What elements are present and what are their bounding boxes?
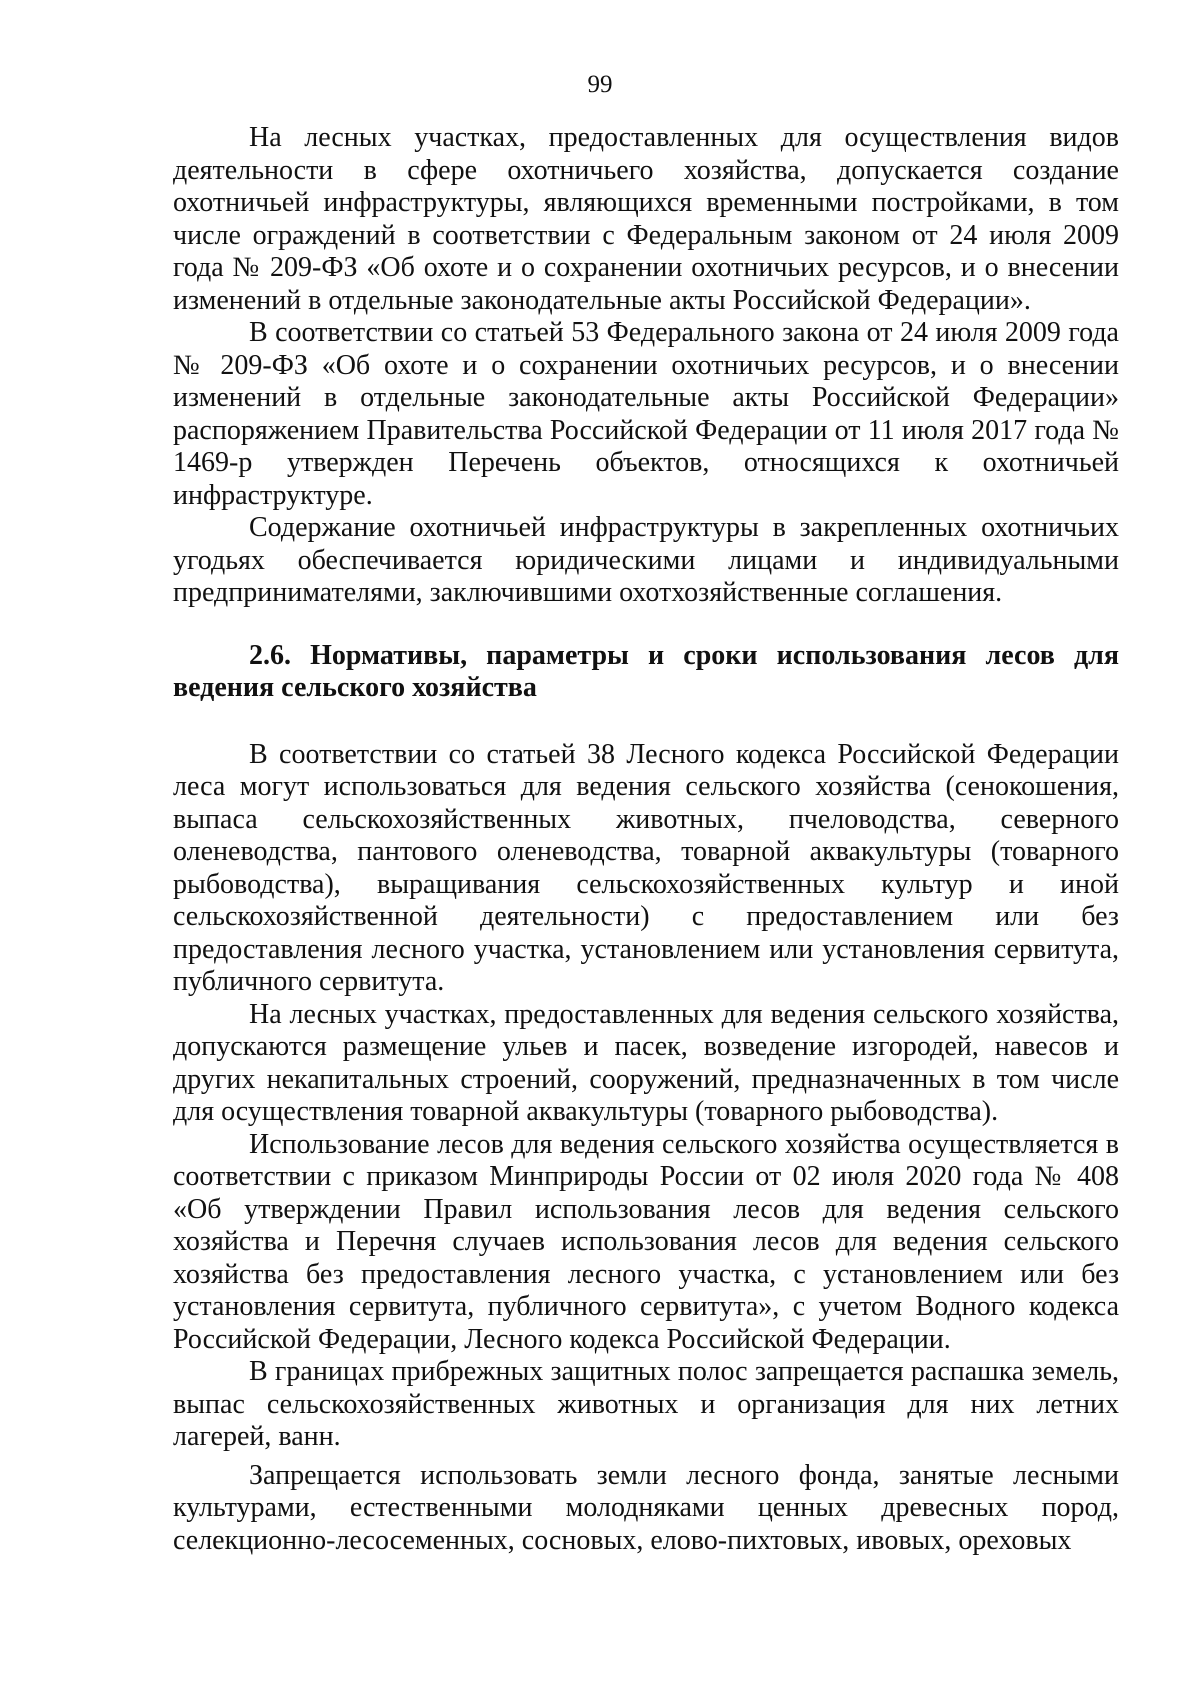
- document-body: [173, 122, 1119, 1557]
- paragraph-agricultural-plots: На лесных участках, предоставленных для ведения сельского хозяйства, допускаются размещение ульев и пасек, возведение изгородей, навесов и других некапитальных строений, сооружений, предназначенных в том числе для осуществления товарной аквакультуры (товарного рыбоводства).: [173, 998, 1119, 1127]
- page-number: 99: [587, 71, 613, 98]
- paragraph-article-53: В соответствии со статьей 53 Федерального закона от 24 июля 2009 года № 209-ФЗ «Об охоте и о сохранении охотничьих ресурсов, и о внесении изменений в отдельные законодательные акты Российской Федерации» распоряжением Правительства Российской Федерации от 11 июля 2017 года № 1469-р утвержден Перечень объектов, относящихся к охотничьей инфраструктуре.: [173, 317, 1119, 511]
- paragraph-infrastructure-maintenance: Содержание охотничьей инфраструктуры в закрепленных охотничьих угодьях обеспечивается юридическими лицами и индивидуальными предпринимателями, заключившими охотхозяйственные соглашения.: [173, 512, 1119, 608]
- paragraph-hunting-infrastructure: На лесных участках, предоставленных для осуществления видов деятельности в сфере охотничьего хозяйства, допускается создание охотничьей инфраструктуры, являющихся временными постройками, в том числе ограждений в соответствии с Федеральным законом от 24 июля 2009 года № 209-ФЗ «Об охоте и о сохранении охотничьих ресурсов, и о внесении изменений в отдельные законодательные акты Российской Федерации».: [173, 122, 1119, 316]
- paragraph-coastal-strips: В границах прибрежных защитных полос запрещается распашка земель, выпас сельскохозяйственных животных и организация для них летних лагерей, ванн.: [173, 1356, 1119, 1452]
- paragraph-prohibited-lands: Запрещается использовать земли лесного фонда, занятые лесными культурами, естественными молодняками ценных древесных пород, селекционно-лесосеменных, сосновых, елово-пихтовых, ивовых, ореховых: [173, 1459, 1119, 1556]
- section-heading-2-6: 2.6. Нормативы, параметры и сроки использования лесов для ведения сельского хозяйства: [173, 639, 1119, 703]
- paragraph-minprirody-order: Использование лесов для ведения сельского хозяйства осуществляется в соответствии с приказом Минприроды России от 02 июля 2020 года № 408 «Об утверждении Правил использования лесов для ведения сельского хозяйства и Перечня случаев использования лесов для ведения сельского хозяйства без предоставления лесного участка, с установлением или без установления сервитута, публичного сервитута», с учетом Водного кодекса Российской Федерации, Лесного кодекса Российской Федерации.: [173, 1128, 1119, 1355]
- paragraph-article-38: В соответствии со статьей 38 Лесного кодекса Российской Федерации леса могут использоваться для ведения сельского хозяйства (сенокошения, выпаса сельскохозяйственных животных, пчеловодства, северного оленеводства, пантового оленеводства, товарной аквакультуры (товарного рыбоводства), выращивания сельскохозяйственных культур и иной сельскохозяйственной деятельности) с предоставлением или без предоставления лесного участка, установлением или установления сервитута, публичного сервитута.: [173, 738, 1119, 997]
